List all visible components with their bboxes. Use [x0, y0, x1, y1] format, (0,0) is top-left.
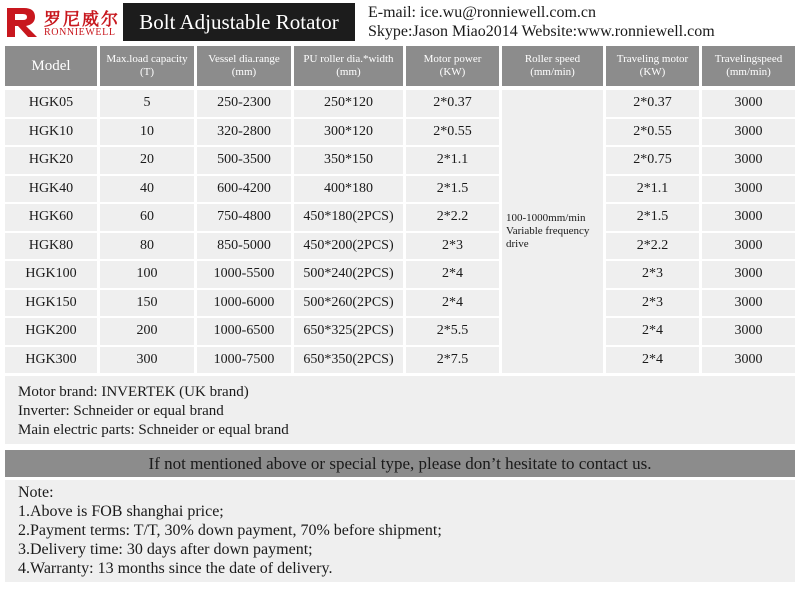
note-line: 1.Above is FOB shanghai price; — [18, 503, 224, 520]
roller-speed-line: 100-1000mm/min — [506, 212, 586, 224]
table-cell: 2*0.55 — [606, 119, 699, 146]
table-cell: HGK300 — [5, 347, 97, 374]
column-header-label: (KW) — [439, 66, 466, 78]
table-cell: 1000-7500 — [197, 347, 291, 374]
column-header — [606, 46, 699, 86]
column-header-label: PU roller dia.*width — [303, 53, 394, 65]
table-cell: 2*4 — [406, 261, 499, 288]
table-cell: HGK100 — [5, 261, 97, 288]
table-cell: HGK200 — [5, 318, 97, 345]
column-header-label: (mm) — [336, 66, 361, 78]
table-cell: 3000 — [702, 147, 795, 174]
table-cell: 2*2.2 — [406, 204, 499, 231]
table-cell: 2*4 — [406, 290, 499, 317]
table-cell: HGK20 — [5, 147, 97, 174]
company-logo — [4, 3, 120, 41]
table-cell: 2*1.1 — [406, 147, 499, 174]
table-cell: 3000 — [702, 261, 795, 288]
table-cell: 100 — [100, 261, 194, 288]
column-header-label: Vessel dia.range — [208, 53, 280, 65]
table-cell: 450*200(2PCS) — [294, 233, 403, 260]
table-cell: 2*3 — [406, 233, 499, 260]
logo-english-text: RONNIEWELL — [44, 27, 116, 38]
table-cell: 2*0.37 — [606, 90, 699, 117]
table-cell: 2*4 — [606, 318, 699, 345]
table-cell: 2*0.55 — [406, 119, 499, 146]
table-cell: 3000 — [702, 119, 795, 146]
table-cell: 1000-6000 — [197, 290, 291, 317]
table-cell: 2*3 — [606, 261, 699, 288]
table-cell: 2*0.37 — [406, 90, 499, 117]
table-cell: 600-4200 — [197, 176, 291, 203]
column-header-label: Max.load capacity — [106, 53, 188, 65]
column-header-label: (KW) — [639, 66, 666, 78]
table-cell: 3000 — [702, 233, 795, 260]
table-cell: 2*0.75 — [606, 147, 699, 174]
column-header-label: Traveling motor — [616, 53, 689, 65]
roller-speed-line: drive — [506, 238, 529, 250]
table-cell: 450*180(2PCS) — [294, 204, 403, 231]
column-header — [5, 46, 97, 86]
note-line: 2.Payment terms: T/T, 30% down payment, 70% before shipment; — [18, 522, 442, 539]
table-cell: 300 — [100, 347, 194, 374]
roller-speed-text — [506, 212, 589, 251]
column-header-label: (mm/min) — [530, 66, 575, 78]
column-header — [702, 46, 795, 86]
table-cell: 320-2800 — [197, 119, 291, 146]
table-cell: 500-3500 — [197, 147, 291, 174]
column-header-label: Motor power — [423, 53, 482, 65]
column-header-label: Travelingspeed — [714, 53, 783, 65]
table-cell: 3000 — [702, 90, 795, 117]
column-header — [197, 46, 291, 86]
table-cell: 150 — [100, 290, 194, 317]
table-cell: 850-5000 — [197, 233, 291, 260]
table-cell: 250-2300 — [197, 90, 291, 117]
column-header — [502, 46, 603, 86]
table-cell: 2*5.5 — [406, 318, 499, 345]
table-cell: 400*180 — [294, 176, 403, 203]
column-header-label: (mm) — [231, 66, 257, 78]
table-cell: 500*260(2PCS) — [294, 290, 403, 317]
logo-chinese-text: 罗尼威尔 — [44, 10, 120, 30]
roller-speed-merged-cell — [502, 90, 603, 373]
table-cell: 650*350(2PCS) — [294, 347, 403, 374]
column-header — [406, 46, 499, 86]
brand-info-line: Inverter: Schneider or equal brand — [18, 403, 224, 419]
table-cell: 10 — [100, 119, 194, 146]
column-header — [294, 46, 403, 86]
table-cell: 350*150 — [294, 147, 403, 174]
contact-skype-website: Skype:Jason Miao2014 Website:www.ronniewell.com — [368, 23, 715, 40]
table-cell: 200 — [100, 318, 194, 345]
column-header-label: Roller speed — [524, 53, 581, 65]
note-line: 4.Warranty: 13 months since the date of delivery. — [18, 560, 333, 577]
table-cell: 5 — [100, 90, 194, 117]
column-header-label: (mm/min) — [726, 66, 771, 78]
table-cell: 1000-5500 — [197, 261, 291, 288]
table-cell: 20 — [100, 147, 194, 174]
table-cell: 3000 — [702, 176, 795, 203]
table-cell: HGK05 — [5, 90, 97, 117]
table-cell: HGK150 — [5, 290, 97, 317]
table-cell: 3000 — [702, 318, 795, 345]
roller-speed-line: Variable frequency — [506, 225, 590, 237]
table-cell: HGK80 — [5, 233, 97, 260]
contact-email: E-mail: ice.wu@ronniewell.com.cn — [368, 4, 596, 21]
table-cell: 2*2.2 — [606, 233, 699, 260]
page-title: Bolt Adjustable Rotator — [123, 3, 355, 41]
table-cell: 650*325(2PCS) — [294, 318, 403, 345]
table-cell: 750-4800 — [197, 204, 291, 231]
table-cell: HGK10 — [5, 119, 97, 146]
column-header-label: Model — [31, 57, 71, 74]
brand-info-line: Main electric parts: Schneider or equal brand — [18, 422, 289, 438]
table-cell: 300*120 — [294, 119, 403, 146]
table-cell: 2*1.5 — [606, 204, 699, 231]
table-cell: 80 — [100, 233, 194, 260]
table-cell: 2*3 — [606, 290, 699, 317]
brand-info-panel — [5, 376, 795, 444]
notes-panel — [5, 480, 795, 582]
table-cell: HGK40 — [5, 176, 97, 203]
table-cell: 500*240(2PCS) — [294, 261, 403, 288]
brand-info-line: Motor brand: INVERTEK (UK brand) — [18, 384, 249, 400]
table-cell: 1000-6500 — [197, 318, 291, 345]
table-cell: 2*1.5 — [406, 176, 499, 203]
table-cell: 3000 — [702, 204, 795, 231]
header — [0, 0, 800, 44]
logo-mark-icon — [4, 5, 40, 39]
note-line: Note: — [18, 484, 54, 501]
column-header — [100, 46, 194, 86]
table-cell: 40 — [100, 176, 194, 203]
table-cell: HGK60 — [5, 204, 97, 231]
table-cell: 3000 — [702, 290, 795, 317]
table-cell: 250*120 — [294, 90, 403, 117]
table-cell: 2*7.5 — [406, 347, 499, 374]
note-line: 3.Delivery time: 30 days after down payment; — [18, 541, 313, 558]
contact-banner: If not mentioned above or special type, please don’t hesitate to contact us. — [5, 450, 795, 477]
table-cell: 2*4 — [606, 347, 699, 374]
column-header-label: (T) — [139, 66, 155, 78]
table-cell: 2*1.1 — [606, 176, 699, 203]
table-cell: 60 — [100, 204, 194, 231]
table-cell: 3000 — [702, 347, 795, 374]
